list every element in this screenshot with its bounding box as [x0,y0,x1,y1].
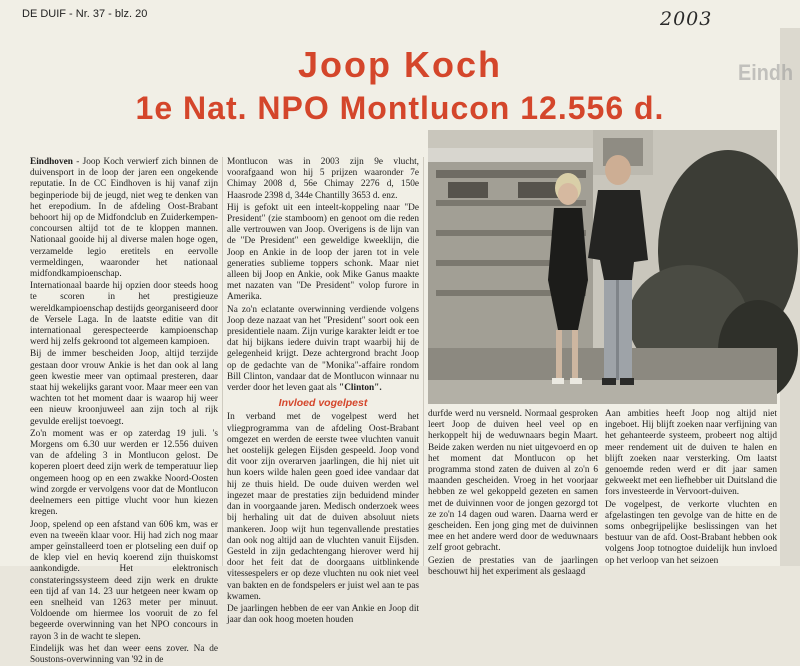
dateline: Eindhoven [30,157,73,167]
page-source-header: DE DUIF - Nr. 37 - blz. 20 [22,8,148,20]
paragraph: Aan ambities heeft Joop nog altijd niet ingeboet. Hij blijft zoeken naar verfijning van het gehanteerde systeem, probeert nog altijd meer rendement uit de duiven te halen en blijft zoeken naar versterking. Om laatst genoemde reden werd er dit jaar samen gekweekt met een liefhebber uit Duitsland die fors investeerde in Vervoort-duiven. [605,409,777,498]
article-column-3 [428,409,598,577]
paragraph: Gezien de prestaties van de jaarlingen beschouwt hij het experiment als geslaagd [428,555,598,577]
paragraph: Joop, spelend op een afstand van 606 km, was er even na tweeën klaar voor. Hij had zich nog maar amper geïnstalleerd toen er plotseling een duif op de klep viel en heviq koerend zijn thuiskomst aankondigde. Het elektronisch constateringssysteem deed zijn werk en drukte een tijd af van 14. 23 uur hetgeen neer kwam op een snelheid van 1263 meter per minuut. Voldoende om hiermee los vooruit de zo fel begeerde overwinning van het NPO concours in rayon 3 in de wacht te slepen. [30,519,218,642]
section-subheading: Invloed vogelpest [278,397,368,410]
paragraph-text: Na zo'n eclatante overwinning verdiende volgens Joop deze nazaat van het "President" soort ook een presidentiele naam. Zijn vurige karakter leidt er toe dat hij bijkans iedere duivin trapt waarbij hij de gelegenheid krijgt. Deze achtergrond bracht Joop op de gedachte van de "Monika"-affaire rondom Bill Clinton, vandaar dat de Montlucon winnaar nu verder door het leven gaat als [227,304,419,394]
column-divider [423,157,424,566]
paragraph: durfde werd nu versneld. Normaal gesproken leert Joop de duiven heel veel op en herkoppelt hij de weduwnaars begin Maart. Beide zaken werden nu niet uitgevoerd en op het moment dat Montlucon op het programma stond zaten de duiven al zo'n 6 maanden gescheiden. Vroeg in het voorjaar hebben ze wel gekoppeld gezeten en samen met de duivinnen voor de jongen gezorgd tot ze zo'n 14 dagen oud waren. Daarna werd er gescheiden. Een jong ging met de duivinnen mee en het andere werd door de weduwnaars zelf groot gebracht. [428,409,598,554]
paragraph: In verband met de vogelpest werd het vliegprogramma van de afdeling Oost-Brabant omgezet en werden de eerste twee vluchten vanuit het oostelijk gelegen Eijsden gespeeld. Joop vond dit voor zijn overarven jaarlingen, die hij niet uit hun koers wilde halen geen goed idee vandaar dat hij ze thuis hield. De oude duiven werden wel ingezet maar de prestaties zijn beduidend minder dan in voorgaande jaren. Medisch onderzoek wees bij herhaling uit dat de duiven absoluut niets mankeren. Joop wijt hun tegenvallende prestaties dan ook nog altijd aan de vluchten vanuit Eijsden. Gesteld in zijn gedachtengang hierover werd hij door het feit dat de doorgaans uitblinkende vitessespelers er op deze vluchten nu ook niet veel van bakten en de fondspelers er juist wel aan te pas kwamen. [227,412,419,602]
article-title-name: Joop Koch [298,44,502,85]
paragraph: Internationaal baarde hij opzien door steeds hoog te scoren in het prestigieuze wereldkampioenschap destijds georganiseerd door de Versele Laga. In de laatste editie van dit internationaal gerespecteerde kampioenschap werd hij zelfs gekroond tot algemeen kampioen. [30,281,218,348]
handwritten-year-note: 2003 [660,8,713,30]
paragraph: Montlucon was in 2003 zijn 9e vlucht, voorafgaand won hij 5 prijzen waaronder 7e Chimay 2008 d, 56e Chimay 2276 d, 150e Haasrode 2398 d, 344e Chantilly 3653 d. enz. [227,157,419,201]
paragraph: Zo'n moment was er op zaterdag 19 juli. 's Morgens om 6.30 uur werden er 12.556 duiven van de afdeling 3 in Montlucon gelost. De koperen ploert deed zijn werk de temperatuur liep ongemeen hoog op en een zwakke Noord-Oosten wind zorgde er vervolgens voor dat de Montlucon deelnemers een pittige vlucht voor hun kiezen kregen. [30,428,218,518]
column-divider [222,157,223,566]
article-photo [428,130,777,404]
paragraph: Eindelijk was het dan weer eens zover. Na de Soustons-overwinning van '92 in de [30,643,218,665]
paragraph [227,305,419,395]
paragraph: Bij de immer bescheiden Joop, altijd terzijde gestaan door vrouw Ankie is het dan ook al lang geen kwestie meer van optimaal presteren, daar staat hij wekelijks garant voor. Maar meer een van wachten tot het moment daar is waarop hij weer een nieuw kroonjuweel aan zijn toch al rijk gevulde erelijst toevoegt. [30,349,218,427]
paragraph-text: - Joop Koch verwierf zich binnen de duivensport in de loop der jaren een ongekende reputatie. In de CC Eindhoven is hij vanaf zijn beginperiode bij de jeugd, niet weg te denken van het erepodium. In de afdeling Oost-Brabant behoort hij op de Midfondclub en Zuiderkempen-concoursen altijd tot de te kloppen mannen. Nationaal gooide hij al diverse malen hoge ogen, verzamelde legio eretitels en eervolle vermeldingen, waaronder het nationaal midfondkampioenschap. [30,157,218,280]
article-column-1 [30,157,218,665]
article-column-4 [605,409,777,566]
article-column-2 [227,157,419,626]
adjacent-page-ghost-text: Eindh [738,60,794,85]
paragraph: Hij is gefokt uit een inteelt-koppeling naar "De President" (zie stamboom) en genoot om die reden alle vertrouwen van Joop. Overigens is de lijn van de "De President" een geweldige kweeklijn, die Joop en Ankie in de loop der jaren tot in vele generaties sublieme toppers schonk. Maar niet alleen bij Joop en Ankie, ook Mike Ganus maakte met nazaten van "De President" volop furore in Amerika. [227,202,419,303]
paragraph [30,157,218,280]
paragraph: De jaarlingen hebben de eer van Ankie en Joop dit jaar dan ook hoog moeten houden [227,603,419,626]
article-title-result: 1e Nat. NPO Montlucon 12.556 d. [135,90,665,126]
pigeon-name: "Clinton". [339,383,382,394]
photo-couple-garden-illustration [428,130,777,404]
paragraph: De vogelpest, de verkorte vluchten en afgelastingen ten gevolge van de hitte en de soms onbegrijpelijke beslissingen van het bestuur van de afd. Oost-Brabant hebben ook volgens Joop totnogtoe duidelijk hun invloed op het verloop van het seizoen [605,499,777,566]
